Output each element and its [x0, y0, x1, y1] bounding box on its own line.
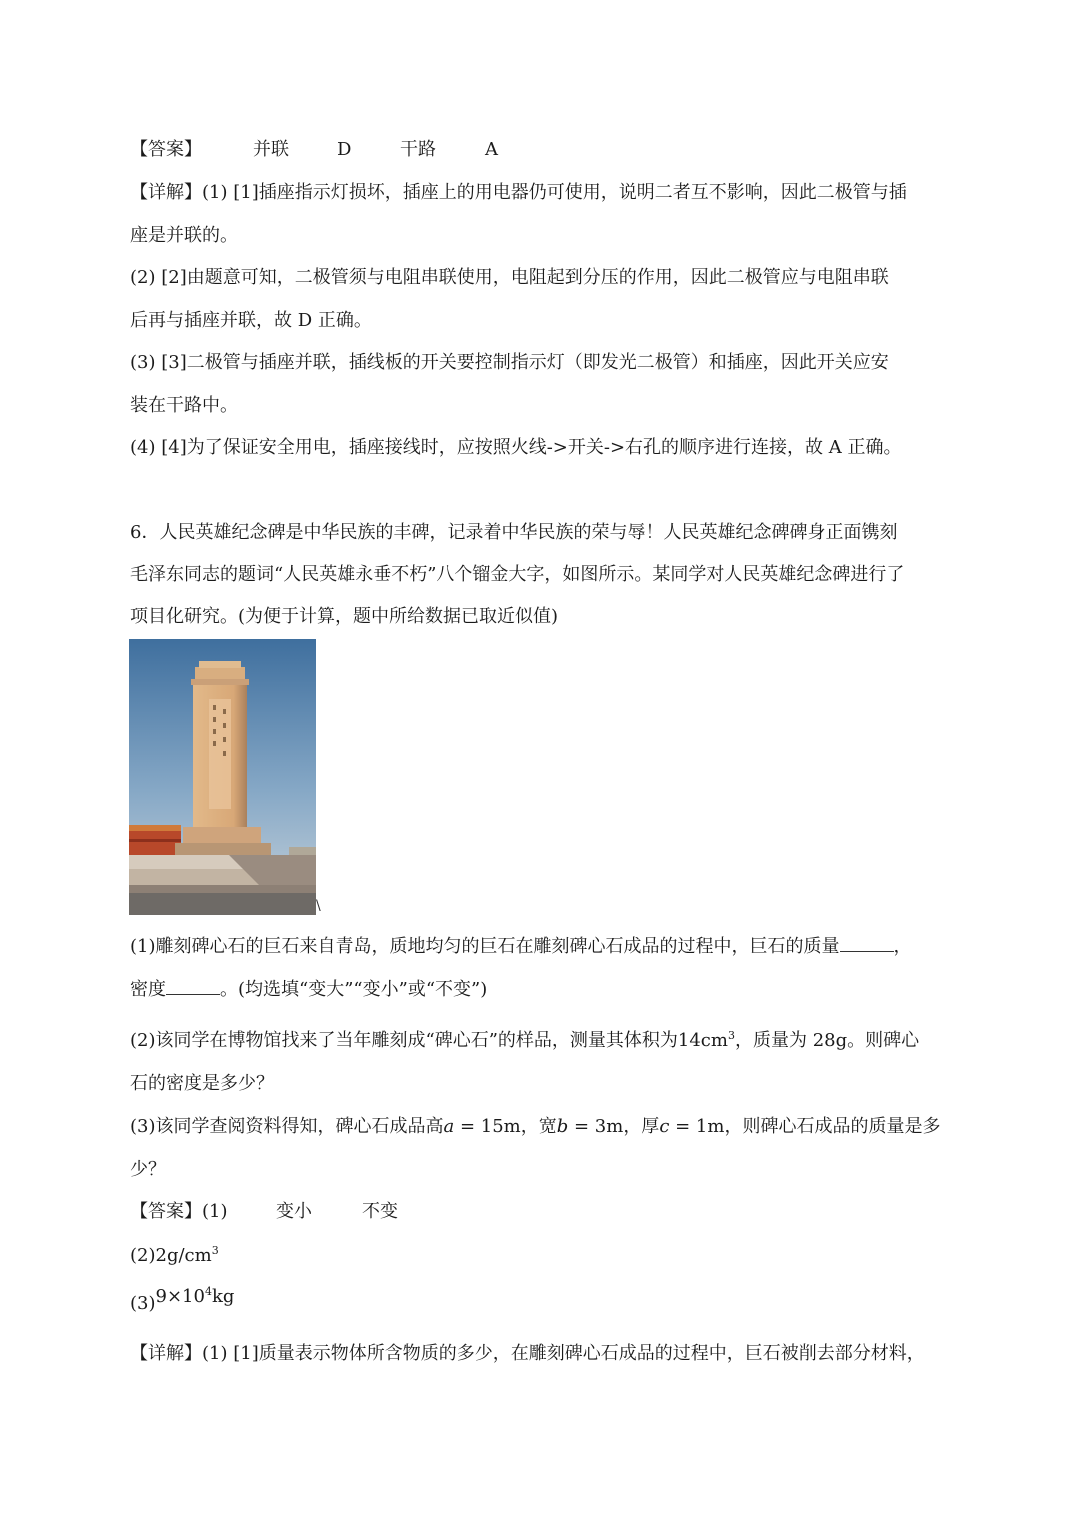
subquestion-3 [130, 1115, 940, 1139]
val-c: = 1m [669, 1116, 725, 1137]
detail-line: 【详解】(1) [1]插座指示灯损坏，插座上的用电器仍可使用，说明二者互不影响，因此二极管与插 [130, 182, 907, 203]
subquestion-text: ， [893, 936, 912, 957]
volume-exponent: 3 [727, 1029, 735, 1042]
detail-line: 座是并联的。 [130, 225, 238, 246]
answer-2: D [337, 139, 352, 160]
detail-line: (2) [2]由题意可知，二极管须与电阻串联使用，电阻起到分压的作用，因此二极管应与电阻串联 [130, 267, 889, 288]
var-a: a [443, 1116, 455, 1137]
subquestion-1-cont [130, 975, 487, 1002]
mass-base: 9×10 [155, 1286, 205, 1307]
subquestion-2-cont: 石的密度是多少？ [130, 1073, 274, 1094]
detail-line: (4) [4]为了保证安全用电，插座接线时，应按照火线->开关->右孔的顺序进行连接，故 A 正确。 [130, 437, 902, 458]
subquestion-text: (3)该同学查阅资料得知，碑心石成品高 [130, 1116, 444, 1137]
subquestion-text: ，厚 [623, 1116, 660, 1137]
subquestion-text: (1)雕刻碑心石的巨石来自青岛，质地均匀的巨石在雕刻碑心石成品的过程中，巨石的质量 [130, 936, 840, 957]
answer-mass [130, 1285, 235, 1316]
detail-line: 装在干路中。 [130, 395, 238, 416]
mass-exponent: 4 [204, 1285, 212, 1298]
subquestion-text: ，宽 [520, 1116, 557, 1137]
answer-2: 不变 [362, 1201, 398, 1222]
var-c: c [659, 1116, 670, 1137]
detail-line: 后再与插座并联，故 D 正确。 [130, 310, 372, 331]
answer-1: 变小 [276, 1201, 312, 1222]
subquestion-1 [130, 932, 912, 959]
mass-unit: kg [211, 1286, 235, 1307]
subquestion-2 [130, 1029, 919, 1053]
answer-density [130, 1244, 219, 1268]
val-b: = 3m [568, 1116, 624, 1137]
subquestion-3-cont: 少？ [130, 1159, 166, 1180]
val-a: = 15m [454, 1116, 521, 1137]
stray-mark: \ [316, 898, 321, 914]
mass-prefix: (3) [130, 1293, 156, 1314]
question-stem: 项目化研究。(为便于计算，题中所给数据已取近似值) [130, 606, 559, 627]
var-b: b [556, 1116, 569, 1137]
answer-1: 并联 [253, 139, 289, 160]
answer-3: 干路 [400, 139, 436, 160]
subquestion-text: 密度 [130, 979, 166, 1000]
answer-label: 【答案】 [130, 139, 202, 160]
volume-value: 14cm [677, 1030, 728, 1051]
answer-label: 【答案】(1) [130, 1201, 228, 1222]
detail-line: (3) [3]二极管与插座并联，插线板的开关要控制指示灯（即发光二极管）和插座，因此开关应安 [130, 352, 889, 373]
answer-4: A [485, 139, 498, 160]
monument-photo [129, 639, 316, 915]
density-value: (2)2g/cm [130, 1245, 212, 1266]
answer-blank [840, 932, 894, 952]
subquestion-text: 。(均选填“变大”“变小”或“不变”) [220, 979, 488, 1000]
subquestion-text: (2)该同学在博物馆找来了当年雕刻成“碑心石”的样品，测量其体积为 [130, 1030, 678, 1051]
answer-blank [166, 975, 220, 995]
density-exponent: 3 [211, 1244, 219, 1257]
question-stem: 6．人民英雄纪念碑是中华民族的丰碑，记录着中华民族的荣与辱！人民英雄纪念碑碑身正面镌刻 [130, 522, 898, 543]
detail-line: 【详解】(1) [1]质量表示物体所含物质的多少，在雕刻碑心石成品的过程中，巨石被削去部分材料， [130, 1343, 925, 1364]
subquestion-text: ，质量为 28g。则碑心 [734, 1030, 920, 1051]
subquestion-text: ，则碑心石成品的质量是多 [724, 1116, 941, 1137]
question-stem: 毛泽东同志的题词“人民英雄永垂不朽”八个镏金大字，如图所示。某同学对人民英雄纪念碑进行了 [130, 564, 905, 585]
